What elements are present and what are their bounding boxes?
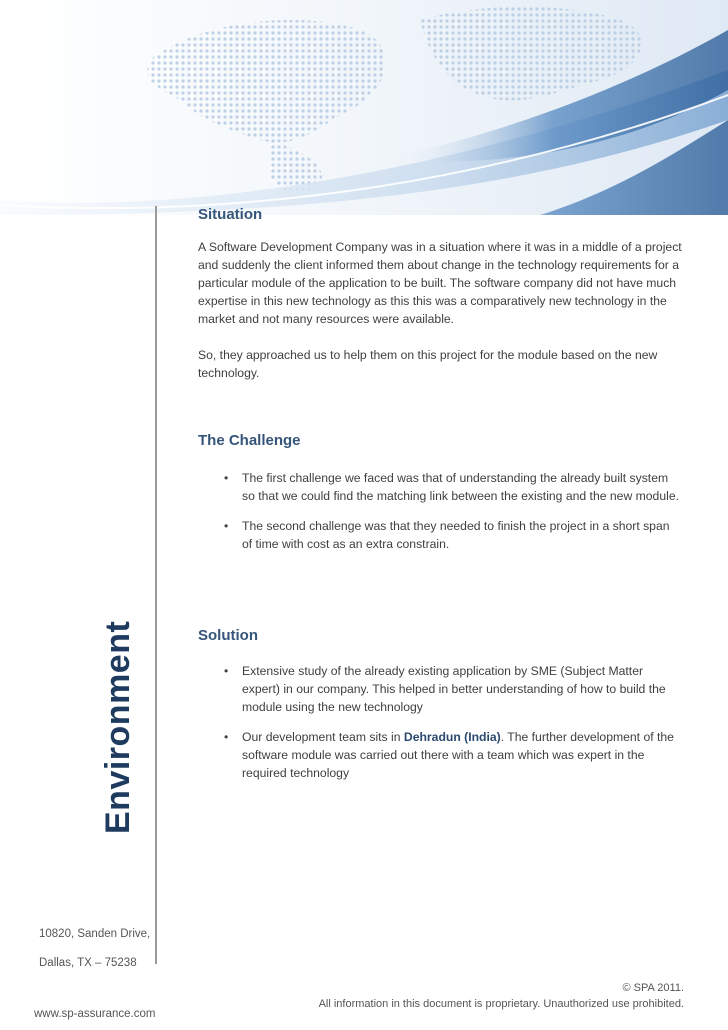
- bullet-icon: •: [224, 471, 229, 485]
- bullet-icon: •: [224, 519, 229, 533]
- solution-item: [198, 662, 683, 716]
- situation-paragraph-1: A Software Development Company was in a situation where it was in a middle of a project and suddenly the client informed them about change in the technology requirements for a particular module of the application to be built. The software company did not have much expertise in this new technology as this this was a comparatively new technology in the market and not many resources were available.: [198, 240, 682, 326]
- solution-item-text-pre: Our development team sits in: [242, 730, 404, 744]
- solution-item-text-post: . The further development of the software module was carried out there with a team which was expert in the required technology: [242, 730, 674, 780]
- copyright-notice: © SPA 2011.: [622, 982, 684, 994]
- solution-list: [198, 662, 683, 794]
- bullet-icon: •: [224, 730, 229, 744]
- challenge-list: [198, 469, 683, 565]
- disclaimer: All information in this document is proprietary. Unauthorized use prohibited.: [318, 998, 684, 1010]
- vertical-title: Environment: [99, 620, 137, 834]
- situation-title: Situation: [198, 206, 263, 223]
- challenge-item: [198, 469, 683, 505]
- challenge-item-text: The second challenge was that they needed to finish the project in a short span of time with cost as an extra constrain.: [242, 519, 670, 551]
- solution-item: [198, 728, 683, 782]
- situation-paragraph-2: So, they approached us to help them on this project for the module based on the new technology.: [198, 348, 658, 380]
- challenge-title: The Challenge: [198, 432, 301, 449]
- solution-title: Solution: [198, 627, 258, 644]
- address-line-1: 10820, Sanden Drive,: [39, 928, 151, 940]
- bullet-icon: •: [224, 664, 229, 678]
- challenge-item: [198, 517, 683, 553]
- address-line-2: Dallas, TX – 75238: [39, 957, 137, 969]
- solution-item-text: Extensive study of the already existing application by SME (Subject Matter expert) in our company. This helped in better understanding of how to build the module using the new technology: [242, 664, 666, 714]
- challenge-item-text: The first challenge we faced was that of understanding the already built system so that we could find the matching link between the existing and the new module.: [242, 471, 679, 503]
- website-link[interactable]: www.sp-assurance.com: [34, 1008, 156, 1020]
- header-banner: [0, 0, 728, 215]
- vertical-divider: [155, 206, 157, 964]
- solution-location: Dehradun (India): [403, 730, 501, 744]
